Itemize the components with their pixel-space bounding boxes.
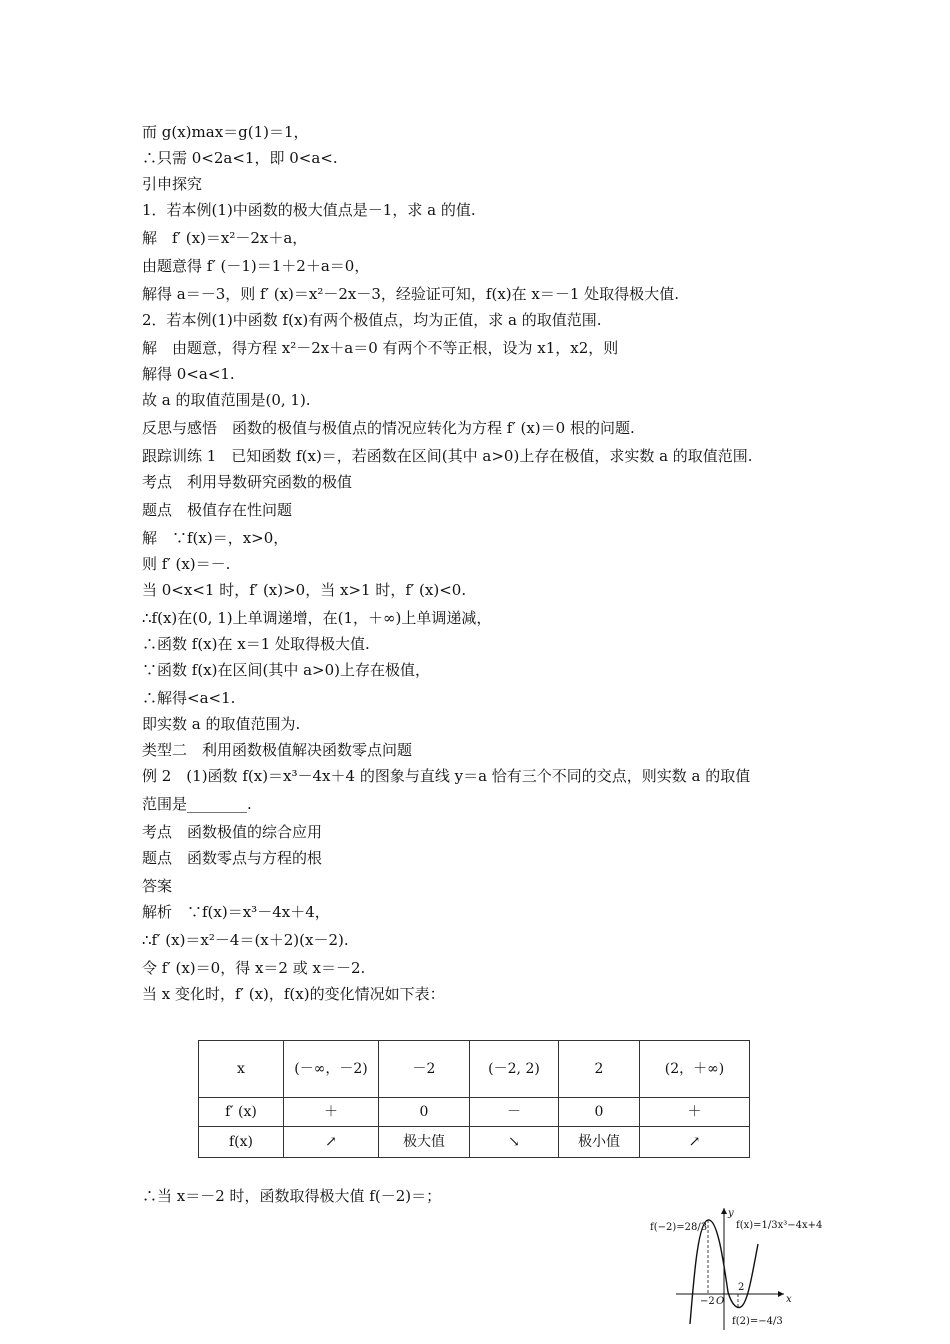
text-line: 例 2 (1)函数 f(x)＝x³－4x＋4 的图象与直线 y＝a 恰有三个不同的交点，则实数 a 的取值: [142, 767, 751, 785]
text-line: 解得 a＝－3，则 f′ (x)＝x²－2x－3，经验证可知，f(x)在 x＝－1 处取得极大值.: [142, 285, 679, 303]
text-line: 由题意得 f′ (－1)＝1＋2＋a＝0，: [142, 257, 370, 275]
text-line: 即实数 a 的取值范围为.: [142, 715, 301, 733]
table-cell: f(x): [199, 1127, 284, 1158]
text-line: 反思与感悟 函数的极值与极值点的情况应转化为方程 f′ (x)＝0 根的问题.: [142, 419, 635, 437]
table-cell: ↗: [640, 1127, 750, 1158]
table-cell: 2: [559, 1041, 640, 1098]
table-cell: 0: [559, 1098, 640, 1127]
table-cell: 0: [379, 1098, 470, 1127]
max-label: f(−2)=28/3: [650, 1222, 708, 1233]
text-line: 2．若本例(1)中函数 f(x)有两个极值点，均为正值，求 a 的取值范围.: [142, 311, 602, 329]
text-line: ∴f′ (x)＝x²－4＝(x＋2)(x－2).: [142, 931, 349, 949]
text-line: 考点 利用导数研究函数的极值: [142, 473, 353, 491]
text-line: 解 ∵f(x)＝，x>0，: [142, 529, 289, 547]
text-line: ∴f(x)在(0, 1)上单调递增，在(1，＋∞)上单调递减，: [142, 609, 492, 627]
origin-label: O: [716, 1296, 725, 1307]
table-cell: ↗: [284, 1127, 379, 1158]
x-axis-label: x: [786, 1294, 792, 1305]
x-axis-arrow-icon: [778, 1291, 784, 1297]
function-label: f(x)=1/3x³−4x+4: [736, 1220, 823, 1231]
text-line: 当 0<x<1 时，f′ (x)>0，当 x>1 时，f′ (x)<0.: [142, 581, 467, 599]
text-line: 1．若本例(1)中函数的极大值点是－1，求 a 的值.: [142, 201, 476, 219]
text-line: ∵函数 f(x)在区间(其中 a>0)上存在极值，: [142, 661, 431, 679]
text-line: 当 x 变化时，f′ (x)，f(x)的变化情况如下表：: [142, 985, 445, 1003]
min-label: f(2)=−4/3: [732, 1316, 783, 1327]
table-row: [199, 1127, 750, 1158]
conclusion-line: ∴当 x＝－2 时，函数取得极大值 f(－2)＝；: [142, 1187, 442, 1205]
text-line: ∴函数 f(x)在 x＝1 处取得极大值.: [142, 635, 370, 653]
function-graph: [646, 1206, 846, 1334]
text-line: 解得 0<a<1.: [142, 365, 235, 383]
table-cell: ↘: [470, 1127, 559, 1158]
variation-table: [198, 1040, 750, 1158]
table-cell: x: [199, 1041, 284, 1098]
table-row: [199, 1041, 750, 1098]
text-line: 而 g(x)max＝g(1)＝1，: [142, 123, 309, 141]
text-line: 引申探究: [142, 175, 203, 193]
text-line: 题点 极值存在性问题: [142, 501, 293, 519]
text-line: ∴只需 0<2a<1，即 0<a<.: [142, 149, 338, 167]
text-line: 跟踪训练 1 已知函数 f(x)＝，若函数在区间(其中 a>0)上存在极值，求实数 a 的取值范围.: [142, 447, 753, 465]
table-cell: (－2, 2): [470, 1041, 559, 1098]
text-line: 考点 函数极值的综合应用: [142, 823, 323, 841]
table-row: [199, 1098, 750, 1127]
text-line: ∴解得<a<1.: [142, 689, 236, 707]
table-cell: (2，＋∞): [640, 1041, 750, 1098]
table-cell: f′ (x): [199, 1098, 284, 1127]
text-line: 解 f′ (x)＝x²－2x＋a，: [142, 229, 308, 247]
table-cell: 极小值: [559, 1127, 640, 1158]
table-cell: (－∞，－2): [284, 1041, 379, 1098]
tick-neg2-label: −2: [700, 1296, 715, 1307]
table-cell: ＋: [640, 1098, 750, 1127]
text-line: 范围是________.: [142, 795, 252, 813]
table-cell: －: [470, 1098, 559, 1127]
table-cell: －2: [379, 1041, 470, 1098]
text-line: 则 f′ (x)＝－.: [142, 555, 231, 573]
text-line: 令 f′ (x)＝0，得 x＝2 或 x＝－2.: [142, 959, 366, 977]
table-cell: 极大值: [379, 1127, 470, 1158]
text-line: 类型二 利用函数极值解决函数零点问题: [142, 741, 413, 759]
table-cell: ＋: [284, 1098, 379, 1127]
text-line: 解 由题意，得方程 x²－2x＋a＝0 有两个不等正根，设为 x1，x2，则: [142, 339, 619, 357]
text-line: 故 a 的取值范围是(0, 1).: [142, 391, 311, 409]
y-axis-label: y: [728, 1208, 734, 1219]
tick-2-label: 2: [738, 1282, 745, 1293]
text-line: 解析 ∵f(x)＝x³－4x＋4，: [142, 903, 330, 921]
text-line: 答案: [142, 877, 173, 895]
y-axis-arrow-icon: [721, 1208, 727, 1214]
text-line: 题点 函数零点与方程的根: [142, 849, 323, 867]
